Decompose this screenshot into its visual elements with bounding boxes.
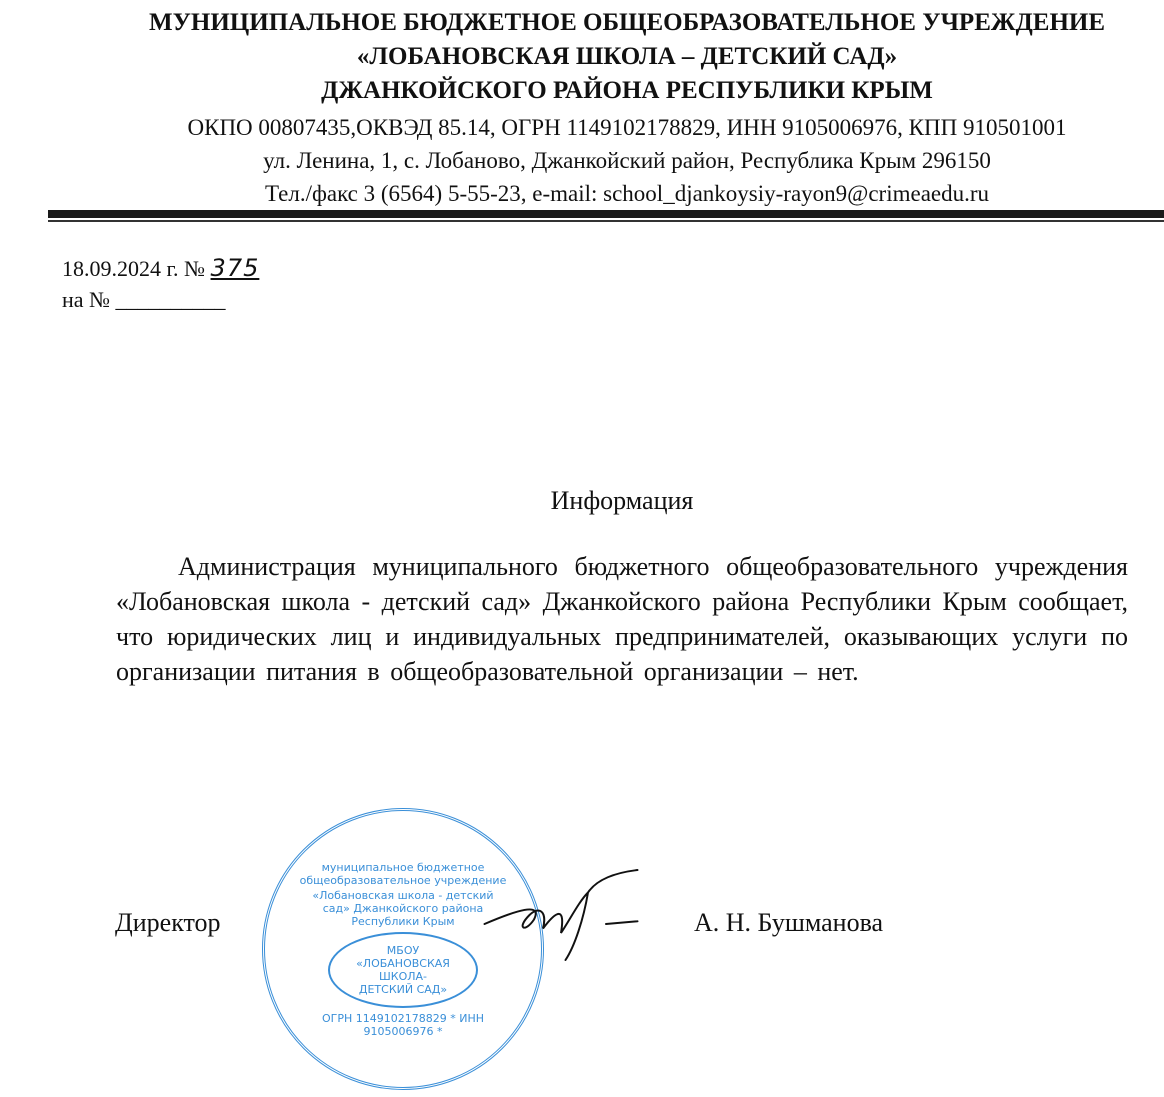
stamp-center	[328, 932, 478, 1008]
reply-reference: на № __________	[62, 287, 226, 312]
handwritten-signature	[480, 860, 660, 970]
letterhead-org-type: МУНИЦИПАЛЬНОЕ БЮДЖЕТНОЕ ОБЩЕОБРАЗОВАТЕЛЬНОЕ УЧРЕЖДЕНИЕ	[148, 9, 1106, 36]
letterhead-school-name: «ЛОБАНОВСКАЯ ШКОЛА – ДЕТСКИЙ САД»	[356, 43, 898, 70]
stamp-center-line-4: ДЕТСКИЙ САД»	[358, 982, 448, 996]
letterhead-region: ДЖАНКОЙСКОГО РАЙОНА РЕСПУБЛИКИ КРЫМ	[321, 77, 933, 104]
document-title: Информация	[550, 486, 694, 515]
stamp-bottom-ring-text: ОГРН 1149102178829 * ИНН 9105006976 *	[321, 1011, 484, 1038]
signer-role: Директор	[115, 908, 221, 937]
document-date-number	[62, 253, 259, 284]
stamp-center-line-3: ШКОЛА-	[379, 969, 427, 983]
stamp-outer-ring-text: муниципальное бюджетное общеобразовательное учреждение	[299, 860, 507, 887]
letterhead-address: ул. Ленина, 1, с. Лобаново, Джанкойский район, Республика Крым 296150	[263, 148, 991, 173]
signer-name: А. Н. Бушманова	[694, 908, 884, 937]
document-body: Администрация муниципального бюджетного общеобразовательного учреждения «Лобановская школа - детский сад» Джанкойского района Республики Крым сообщает, что юридических лиц и индивидуальных предпринимателей, оказывающих услуги по организации питания в общеобразовательной организации – нет.	[116, 552, 1128, 686]
stamp-center-line-2: «ЛОБАНОВСКАЯ	[356, 956, 450, 970]
header-divider	[48, 210, 1164, 218]
stamp-middle-ring-text: «Лобановская школа - детский сад» Джанкойского района Республики Крым	[312, 888, 494, 928]
letterhead-codes: ОКПО 00807435,ОКВЭД 85.14, ОГРН 1149102178829, ИНН 9105006976, КПП 910501001	[187, 115, 1067, 140]
stamp-center-line-1: МБОУ	[386, 943, 420, 957]
document-number: 375	[210, 254, 260, 282]
header-divider-thin	[48, 220, 1164, 222]
document-date: 18.09.2024 г. №	[62, 256, 211, 281]
letterhead-contacts: Тел./факс 3 (6564) 5-55-23, e-mail: school_djankoysiy-rayon9@crimeaedu.ru	[264, 181, 990, 206]
